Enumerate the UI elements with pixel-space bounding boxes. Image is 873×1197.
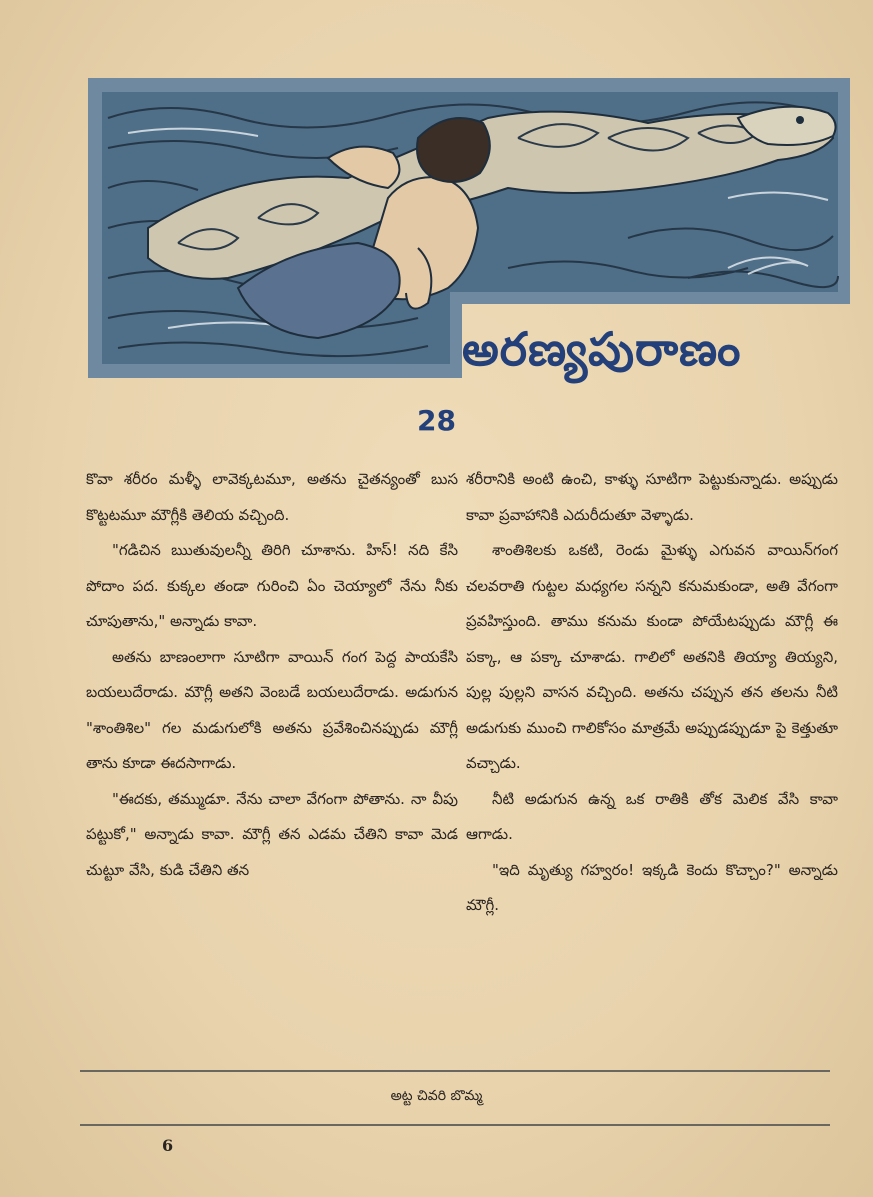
paragraph: నీటి అడుగున ఉన్న ఒక రాతికి తోక మెలిక వేసి కావా ఆగాడు. — [466, 789, 838, 843]
paragraph: "గడిచిన ఋతువులన్నీ తిరిగి చూశాను. హిస్! నది కేసి పోదాం పద. కుక్కల తండా గురించి ఏం చెయ్యాలో నేను నీకు చూపుతాను," అన్నాడు కావా. — [86, 541, 458, 630]
paragraph: "ఇది మృత్యు గహ్వరం! ఇక్కడి కెందు కొచ్చాం?" అన్నాడు మౌగ్లీ. — [466, 860, 838, 914]
footer-divider-bottom — [80, 1124, 830, 1126]
paragraph: శాంతిశిలకు ఒకటి, రెండు మైళ్ళు ఎగువన వాయిన్‌గంగ చలవరాతి గుట్టల మధ్యగల సన్నని కనుమకుండా, అతి వేగంగా ప్రవహిస్తుంది. తాము కనుమ కుండా పోయేటప్పుడు మౌగ్లీ ఈ పక్కా, ఆ పక్కా చూశాడు. గాలిలో అతనికి తియ్యా తియ్యని, పుల్ల పుల్లని వాసన వచ్చింది. అతను చప్పున తన తలను నీటి అడుగుకు ముంచి గాలికోసం మాత్రమే అప్పుడప్పుడూ పై కెత్తుతూ వచ్చాడు. — [466, 541, 838, 772]
paragraph: కొవా శరీరం మళ్ళీ లావెక్కటమూ, అతను చైతన్యంతో బుస కొట్టటమూ మౌగ్లీకి తెలియ వచ్చింది. — [86, 470, 458, 524]
paragraph: అతను బాణంలాగా సూటిగా వాయిన్ గంగ పెద్ద పాయకేసి బయలుదేరాడు. మౌగ్లీ అతని వెంబడే బయలుదేరాడు. అడుగున "శాంతిశిల" గల మడుగులోకి అతను ప్రవేశించినప్పుడు మౌగ్లీ తాను కూడా ఈదసాగాడు. — [86, 647, 458, 772]
story-title: అరణ్యపురాణం — [462, 322, 742, 376]
text-column-left — [86, 462, 458, 888]
chapter-number: 28 — [417, 404, 456, 437]
text-column-right — [466, 462, 838, 924]
paragraph: "ఈదకు, తమ్ముడూ. నేను చాలా వేగంగా పోతాను. నా వీపు పట్టుకో," అన్నాడు కావా. మౌగ్లీ తన ఎడమ చేతిని కావా మెడ చుట్టూ వేసి, కుడి చేతిని తన — [86, 789, 458, 879]
footer-divider-top — [80, 1070, 830, 1072]
running-title: అట్ట చివరి బొమ్మ — [390, 1088, 483, 1104]
page-number: 6 — [162, 1136, 174, 1155]
paragraph: శరీరానికి అంటి ఉంచి, కాళ్ళు సూటిగా పెట్టుకున్నాడు. అప్పుడు కావా ప్రవాహానికి ఎదురీదుతూ వెళ్ళాడు. — [466, 470, 838, 524]
